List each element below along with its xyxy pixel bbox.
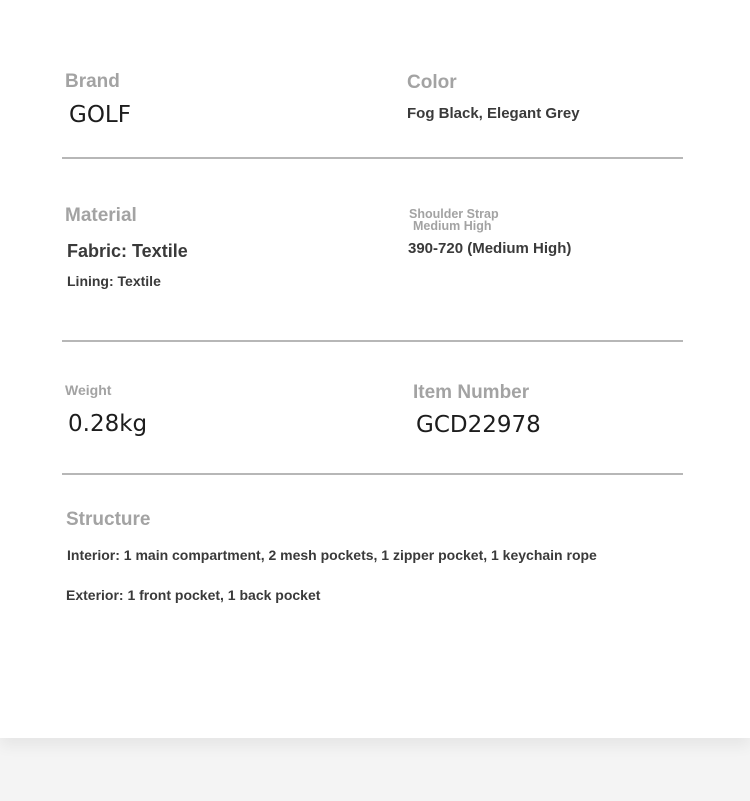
brand-label: Brand (65, 71, 120, 92)
color-label: Color (407, 72, 457, 93)
weight-label: Weight (65, 382, 112, 398)
color-value: Fog Black, Elegant Grey (407, 105, 580, 122)
weight-value: 0.28kg (68, 411, 148, 437)
shoulder-strap-sublabel: Medium High (413, 219, 492, 233)
material-label: Material (65, 205, 137, 226)
section-divider (62, 157, 683, 159)
shoulder-strap-label: Shoulder Strap (409, 207, 499, 221)
item-number-value: GCD22978 (416, 412, 541, 438)
structure-label: Structure (66, 509, 151, 530)
item-number-label: Item Number (413, 382, 530, 403)
brand-value: GOLF (69, 102, 131, 128)
section-divider (62, 473, 683, 475)
structure-interior-value: Interior: 1 main compartment, 2 mesh pockets, 1 zipper pocket, 1 keychain rope (67, 547, 597, 563)
material-lining-value: Lining: Textile (67, 273, 161, 289)
material-fabric-value: Fabric: Textile (67, 241, 188, 261)
shoulder-strap-value: 390-720 (Medium High) (408, 240, 572, 257)
section-divider (62, 340, 683, 342)
structure-exterior-value: Exterior: 1 front pocket, 1 back pocket (66, 587, 321, 603)
